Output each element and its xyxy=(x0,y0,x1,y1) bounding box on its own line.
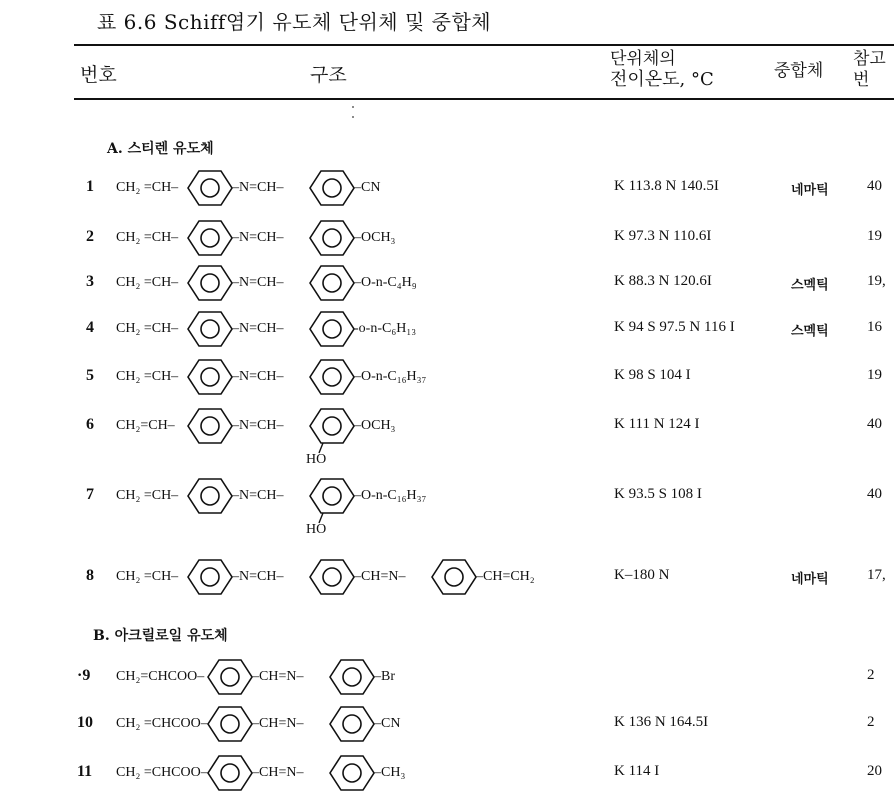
header-top-rule xyxy=(74,44,894,46)
section-a-label: A. 스티렌 유도체 xyxy=(107,141,214,157)
structure-formula xyxy=(110,552,610,612)
benzene-ring xyxy=(208,660,252,694)
structure-linker: –CH=N– xyxy=(252,716,304,732)
row-number: 11 xyxy=(77,763,93,780)
transition-temperature: K 113.8 N 140.5I xyxy=(614,178,719,194)
ring-outline xyxy=(188,560,232,594)
structure-linker: –N=CH– xyxy=(232,275,284,291)
polymer-phase: 네마틱 xyxy=(791,572,829,587)
structure-left-group: CH₂ =CHCOO– xyxy=(116,716,208,732)
ring-circle xyxy=(343,764,361,782)
ring-circle xyxy=(343,668,361,686)
structure-right-group: –OCH₃ xyxy=(354,418,396,434)
benzene-ring xyxy=(310,312,354,346)
table-caption: 표 6.6 Schiff염기 유도체 단위체 및 중합체 xyxy=(97,10,492,34)
transition-temperature: K 94 S 97.5 N 116 I xyxy=(614,319,735,335)
transition-temperature: K 93.5 S 108 I xyxy=(614,486,702,502)
benzene-ring xyxy=(188,266,232,300)
row-number: 2 xyxy=(86,228,94,245)
ring-circle xyxy=(201,274,219,292)
polymer-phase: 스멕틱 xyxy=(791,278,829,293)
row-number: 6 xyxy=(86,416,94,433)
benzene-ring xyxy=(188,360,232,394)
reference-number: 40 xyxy=(867,178,882,194)
structure-formula xyxy=(110,748,610,808)
ring-circle xyxy=(201,568,219,586)
header-reference-line2: 번 xyxy=(853,70,870,90)
ring-circle xyxy=(201,179,219,197)
scan-speck xyxy=(352,106,354,108)
structure-linker: –N=CH– xyxy=(232,569,284,585)
benzene-ring xyxy=(432,560,476,594)
structure-left-group: CH₂ =CH– xyxy=(116,488,179,504)
ring-outline xyxy=(310,479,354,513)
ring-outline xyxy=(330,707,374,741)
polymer-phase: 네마틱 xyxy=(791,183,829,198)
ring-outline xyxy=(188,312,232,346)
header-bottom-rule xyxy=(74,98,894,100)
ring-outline xyxy=(188,171,232,205)
scan-speck xyxy=(352,116,354,118)
structure-right-group: –CH₃ xyxy=(374,765,406,781)
row-number: 4 xyxy=(86,319,94,336)
row-number: 1 xyxy=(86,178,94,195)
header-transition-line2: 전이온도, °C xyxy=(610,69,714,90)
structure-right-group: –CN xyxy=(354,180,381,196)
reference-number: 17, xyxy=(867,567,886,583)
reference-number: 19 xyxy=(867,367,882,383)
ring-outline xyxy=(310,560,354,594)
transition-temperature: K–180 N xyxy=(614,567,670,583)
structure-right-group: –CN xyxy=(374,716,401,732)
structure-right-group: –CH=CH₂ xyxy=(476,569,535,585)
structure-right-group: –OCH₃ xyxy=(354,230,396,246)
structure-right-group: –Br xyxy=(374,669,395,685)
reference-number: 40 xyxy=(867,416,882,432)
header-reference-line1: 참고 xyxy=(853,49,886,69)
structure-left-group: CH₂ =CH– xyxy=(116,569,179,585)
structure-right-group: –O-n-C₁₆H₃₇ xyxy=(354,369,427,385)
structure-left-group: CH₂ =CH– xyxy=(116,275,179,291)
benzene-ring xyxy=(310,171,354,205)
structure-left-group: CH₂ =CH– xyxy=(116,180,179,196)
transition-temperature: K 98 S 104 I xyxy=(614,367,691,383)
row-number: ·9 xyxy=(77,667,91,684)
transition-temperature: K 136 N 164.5I xyxy=(614,714,709,730)
ring-outline xyxy=(310,312,354,346)
benzene-ring xyxy=(310,560,354,594)
structure-linker: –CH=N– xyxy=(252,669,304,685)
structure-formula xyxy=(110,401,610,468)
structure-right-group: -o-n-C₆H₁₃ xyxy=(354,321,417,337)
reference-number: 19 xyxy=(867,228,882,244)
structure-left-group: CH₂ =CH– xyxy=(116,321,179,337)
benzene-ring xyxy=(208,707,252,741)
structure-linker: –N=CH– xyxy=(232,418,284,434)
row-number: 8 xyxy=(86,567,94,584)
benzene-ring xyxy=(188,409,232,443)
ring-circle xyxy=(343,715,361,733)
benzene-ring xyxy=(330,756,374,790)
structure-formula xyxy=(110,471,610,538)
benzene-ring xyxy=(310,360,354,394)
polymer-phase: 스멕틱 xyxy=(791,324,829,339)
ring-outline xyxy=(188,409,232,443)
ring-outline xyxy=(310,360,354,394)
row-number: 5 xyxy=(86,367,94,384)
header-number: 번호 xyxy=(80,64,117,86)
reference-number: 2 xyxy=(867,667,875,683)
structure-hydroxy-group: HO xyxy=(306,452,327,468)
structure-linker: –N=CH– xyxy=(232,230,284,246)
structure-left-group: CH₂ =CHCOO– xyxy=(116,765,208,781)
structure-left-group: CH₂=CH– xyxy=(116,418,175,434)
ring-circle xyxy=(201,229,219,247)
ring-outline xyxy=(330,660,374,694)
row-number: 3 xyxy=(86,273,94,290)
ring-outline xyxy=(330,756,374,790)
ring-outline xyxy=(310,171,354,205)
reference-number: 2 xyxy=(867,714,875,730)
ring-circle xyxy=(323,320,341,338)
benzene-ring xyxy=(188,560,232,594)
benzene-ring xyxy=(310,479,354,513)
transition-temperature: K 114 I xyxy=(614,763,660,779)
benzene-ring xyxy=(310,409,354,443)
header-polymer: 중합체 xyxy=(774,61,824,81)
benzene-ring xyxy=(188,479,232,513)
benzene-ring xyxy=(330,707,374,741)
ring-circle xyxy=(323,274,341,292)
ring-outline xyxy=(208,756,252,790)
structure-linker: –N=CH– xyxy=(232,369,284,385)
ring-outline xyxy=(310,266,354,300)
ring-outline xyxy=(432,560,476,594)
reference-number: 19, xyxy=(867,273,886,289)
structure-linker: –CH=N– xyxy=(354,569,406,585)
structure-left-group: CH₂ =CH– xyxy=(116,369,179,385)
structure-right-group: –O-n-C₁₆H₃₇ xyxy=(354,488,427,504)
ring-outline xyxy=(310,221,354,255)
structure-linker: –CH=N– xyxy=(252,765,304,781)
structure-linker: –N=CH– xyxy=(232,321,284,337)
benzene-ring xyxy=(310,266,354,300)
ring-circle xyxy=(323,568,341,586)
ring-circle xyxy=(221,668,239,686)
transition-temperature: K 97.3 N 110.6I xyxy=(614,228,712,244)
benzene-ring xyxy=(188,171,232,205)
ring-circle xyxy=(323,179,341,197)
ring-circle xyxy=(201,320,219,338)
structure-left-group: CH₂=CHCOO– xyxy=(116,669,205,685)
transition-temperature: K 111 N 124 I xyxy=(614,416,700,432)
ring-circle xyxy=(323,229,341,247)
structure-linker: –N=CH– xyxy=(232,488,284,504)
benzene-ring xyxy=(208,756,252,790)
transition-temperature: K 88.3 N 120.6I xyxy=(614,273,712,289)
benzene-ring xyxy=(188,221,232,255)
ring-circle xyxy=(221,764,239,782)
ring-circle xyxy=(221,715,239,733)
header-transition-line1: 단위체의 xyxy=(610,49,676,69)
reference-number: 40 xyxy=(867,486,882,502)
ring-circle xyxy=(323,417,341,435)
row-number: 7 xyxy=(86,486,94,503)
benzene-ring xyxy=(310,221,354,255)
reference-number: 20 xyxy=(867,763,882,779)
header-structure: 구조 xyxy=(310,64,347,86)
ring-outline xyxy=(188,360,232,394)
reference-number: 16 xyxy=(867,319,882,335)
ring-outline xyxy=(188,221,232,255)
ring-circle xyxy=(323,487,341,505)
ring-circle xyxy=(201,417,219,435)
ring-circle xyxy=(201,487,219,505)
ring-circle xyxy=(201,368,219,386)
benzene-ring xyxy=(330,660,374,694)
ring-outline xyxy=(310,409,354,443)
ring-circle xyxy=(323,368,341,386)
ring-outline xyxy=(208,707,252,741)
benzene-ring xyxy=(188,312,232,346)
ring-circle xyxy=(445,568,463,586)
ring-outline xyxy=(188,266,232,300)
row-number: 10 xyxy=(77,714,93,731)
ring-outline xyxy=(208,660,252,694)
structure-right-group: –O-n-C₄H₉ xyxy=(354,275,417,291)
structure-hydroxy-group: HO xyxy=(306,522,327,538)
structure-linker: –N=CH– xyxy=(232,180,284,196)
section-b-label: B. 아크릴로일 유도체 xyxy=(93,628,228,644)
structure-left-group: CH₂ =CH– xyxy=(116,230,179,246)
ring-outline xyxy=(188,479,232,513)
